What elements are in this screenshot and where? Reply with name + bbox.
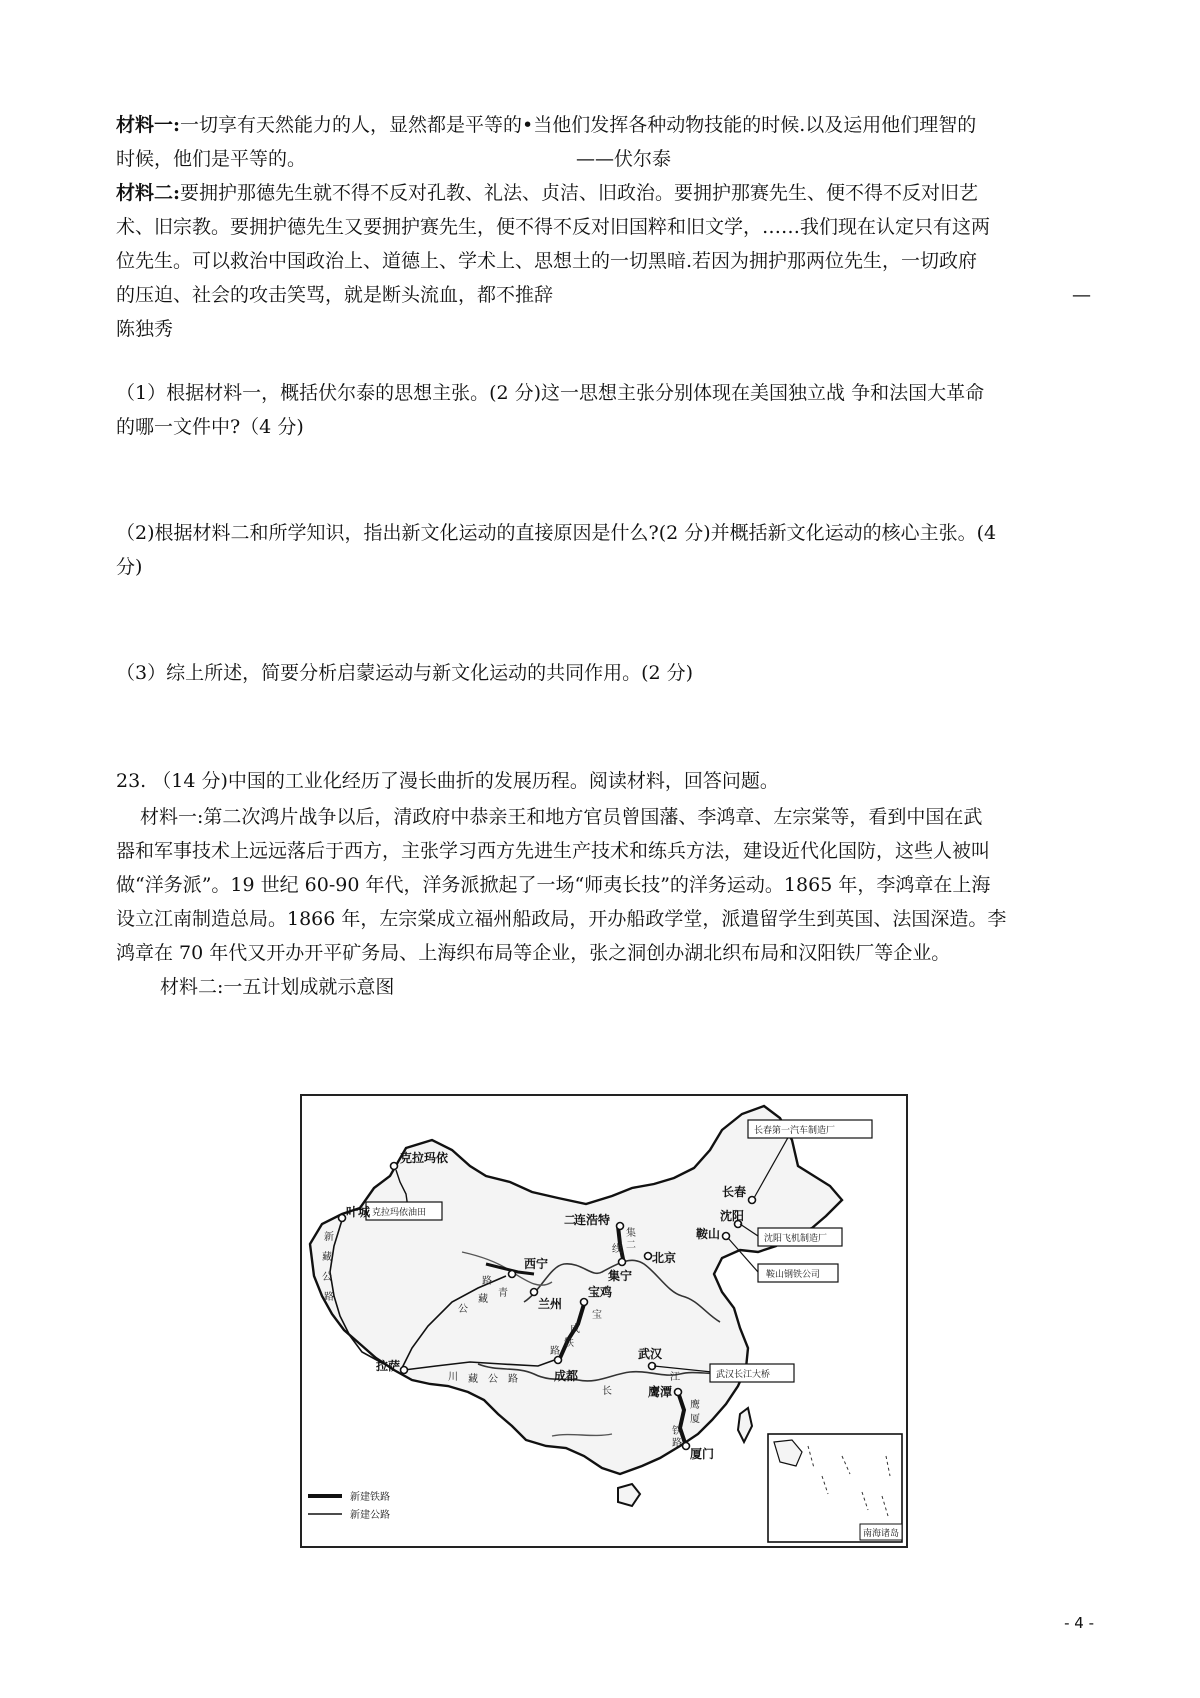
rail-char: 铁 <box>564 1338 574 1349</box>
q23-material1-line5: 鸿章在 70 年代又开办开平矿务局、上海织布局等企业，张之洞创办湖北织布局和汉阳铁厂等企业。 <box>116 942 951 964</box>
q22-sub1-line2: 的哪一文件中?（4 分) <box>116 416 304 438</box>
city-dot-yingtan <box>675 1389 682 1396</box>
rail-char: 厦 <box>690 1414 700 1425</box>
rail-char: 成 <box>570 1324 580 1335</box>
box-shenyang-air-label: 沈阳飞机制造厂 <box>764 1234 828 1244</box>
box-kelamayi-oil-label: 克拉玛依油田 <box>372 1208 427 1218</box>
rail-char: 铁 <box>672 1426 682 1437</box>
rail-char: 路 <box>550 1346 560 1357</box>
south-sea-inset <box>768 1434 902 1542</box>
city-dot-baoji <box>581 1299 588 1306</box>
box-wuhan-bridge-label: 武汉长江大桥 <box>716 1370 771 1380</box>
city-label-yecheng: 叶城 <box>346 1205 371 1219</box>
river-char: 江 <box>670 1372 680 1383</box>
page-number: - 4 - <box>1064 1614 1094 1632</box>
road-char: 公 <box>458 1304 468 1315</box>
road-char: 藏 <box>322 1252 332 1263</box>
road-char: 藏 <box>468 1374 478 1385</box>
city-label-kelamayi: 克拉玛依 <box>400 1151 449 1165</box>
author-voltaire: ——伏尔泰 <box>576 148 672 170</box>
q23-header: 23. （14 分)中国的工业化经历了漫长曲折的发展历程。阅读材料，回答问题。 <box>116 770 779 792</box>
city-label-jining: 集宁 <box>608 1269 633 1283</box>
city-dot-lanzhou <box>531 1289 538 1296</box>
author-dash: — <box>1072 284 1091 306</box>
map-legend <box>308 1490 390 1521</box>
city-label-chengdu: 成都 <box>554 1369 579 1383</box>
q23-material2-caption: 材料二:一五计划成就示意图 <box>160 976 395 998</box>
q22-sub3-line1: （3）综上所述，简要分析启蒙运动与新文化运动的共同作用。(2 分) <box>116 662 694 684</box>
box-changchun-auto-label: 长春第一汽车制造厂 <box>754 1126 836 1136</box>
rail-char: 线 <box>612 1244 622 1255</box>
river-char: 长 <box>602 1386 612 1397</box>
material-text: 时候，他们是平等的。 <box>116 148 307 170</box>
road-char: 公 <box>488 1374 498 1385</box>
city-dot-beijing <box>645 1253 652 1260</box>
q22-material1-line1 <box>116 112 976 138</box>
q22-sub2-line1: （2)根据材料二和所学知识，指出新文化运动的直接原因是什么?(2 分)并概括新文化运动的核心主张。(4 <box>116 522 997 544</box>
city-label-anshan: 鞍山 <box>696 1227 721 1241</box>
city-label-shenyang: 沈阳 <box>720 1209 745 1223</box>
hainan-island <box>618 1484 640 1506</box>
q22-material2-line1 <box>116 180 978 206</box>
city-dot-chengdu <box>555 1357 562 1364</box>
city-dot-jining <box>619 1259 626 1266</box>
city-label-wuhan: 武汉 <box>638 1347 663 1361</box>
legend-rail-label: 新建铁路 <box>350 1492 390 1503</box>
material-label: 材料一: <box>116 114 181 136</box>
taiwan-island <box>738 1408 752 1442</box>
rail-char: 二 <box>626 1240 636 1251</box>
road-char: 路 <box>508 1374 518 1385</box>
q22-sub2-line2: 分) <box>116 556 143 578</box>
rail-char: 鹰 <box>690 1400 700 1411</box>
city-dot-xining <box>509 1271 516 1278</box>
road-char: 路 <box>482 1276 492 1287</box>
city-label-erlian: 二 <box>564 1213 577 1227</box>
city-dot-lasa <box>401 1367 408 1374</box>
q23-material1-line4: 设立江南制造总局。1866 年，左宗棠成立福州船政局，开办船政学堂，派遣留学生到英国、法国深造。李 <box>116 908 1007 930</box>
q23-material1-line3: 做“洋务派”。19 世纪 60-90 年代，洋务派掀起了一场“师夷长技”的洋务运动。1865 年，李鸿章在上海 <box>116 874 991 896</box>
material-text: 的压迫、社会的攻击笑骂，就是断头流血，都不推辞 <box>116 284 554 306</box>
city-dot-kelamayi <box>391 1163 398 1170</box>
city-dot-lianhaote <box>617 1223 624 1230</box>
box-anshan-steel-label: 鞍山钢铁公司 <box>766 1270 821 1280</box>
china-outline <box>310 1106 842 1474</box>
city-label-lanzhou: 兰州 <box>538 1297 563 1311</box>
q22-material2-line2: 术、旧宗教。要拥护德先生又要拥护赛先生，便不得不反对旧国粹和旧文学，……我们现在认定只有这两 <box>116 216 991 238</box>
city-label-changchun: 长春 <box>722 1185 747 1199</box>
city-label-lasa: 拉萨 <box>376 1359 401 1373</box>
city-label-lianhaote: 连浩特 <box>574 1213 611 1227</box>
legend-road-label: 新建公路 <box>350 1510 390 1521</box>
author-chen-duxiu: 陈独秀 <box>116 318 174 340</box>
road-char: 新 <box>324 1232 334 1243</box>
road-char: 路 <box>324 1292 334 1303</box>
road-char: 藏 <box>478 1294 488 1305</box>
q22-material2-line4 <box>116 282 553 308</box>
road-char: 青 <box>498 1288 508 1299</box>
city-label-xiamen: 厦门 <box>690 1447 715 1461</box>
material-text: 要拥护那德先生就不得不反对孔教、礼法、贞洁、旧政治。要拥护那赛先生、便不得不反对旧艺 <box>180 182 979 204</box>
first-five-year-plan-map <box>300 1094 908 1548</box>
city-label-baoji: 宝鸡 <box>588 1285 613 1299</box>
rail-char: 路 <box>672 1438 682 1449</box>
city-dot-xiamen <box>683 1443 690 1450</box>
q23-material1-line2: 器和军事技术上远远落后于西方，主张学习西方先进生产技术和练兵方法，建设近代化国防，这些人被叫 <box>116 840 991 862</box>
city-dot-yecheng <box>339 1215 346 1222</box>
material-text: 一切享有天然能力的人，显然都是平等的•当他们发挥各种动物技能的时候.以及运用他们理智的 <box>180 114 977 136</box>
q23-material1-line1: 材料一:第二次鸿片战争以后，清政府中恭亲王和地方官员曾国藩、李鸿章、左宗棠等，看到中国在武 <box>140 806 983 828</box>
city-label-yingtan: 鹰潭 <box>648 1385 673 1399</box>
rail-char: 集 <box>626 1228 636 1239</box>
road-char: 公 <box>322 1272 332 1283</box>
road-char: 川 <box>448 1372 458 1383</box>
q22-material1-line2 <box>116 146 672 172</box>
rail-char: 宝 <box>592 1310 602 1321</box>
q22-sub1-line1: （1）根据材料一，概括伏尔泰的思想主张。(2 分)这一思想主张分别体现在美国独立战 争和法国大革命 <box>116 382 985 404</box>
q22-material2-line3: 位先生。可以救治中国政治上、道德上、学术上、思想土的一切黑暗.若因为拥护那两位先生，一切政府 <box>116 250 978 272</box>
city-label-xining: 西宁 <box>524 1257 549 1271</box>
inset-label: 南海诸岛 <box>863 1529 900 1539</box>
material-label: 材料二: <box>116 182 181 204</box>
city-label-beijing: 北京 <box>652 1251 677 1265</box>
